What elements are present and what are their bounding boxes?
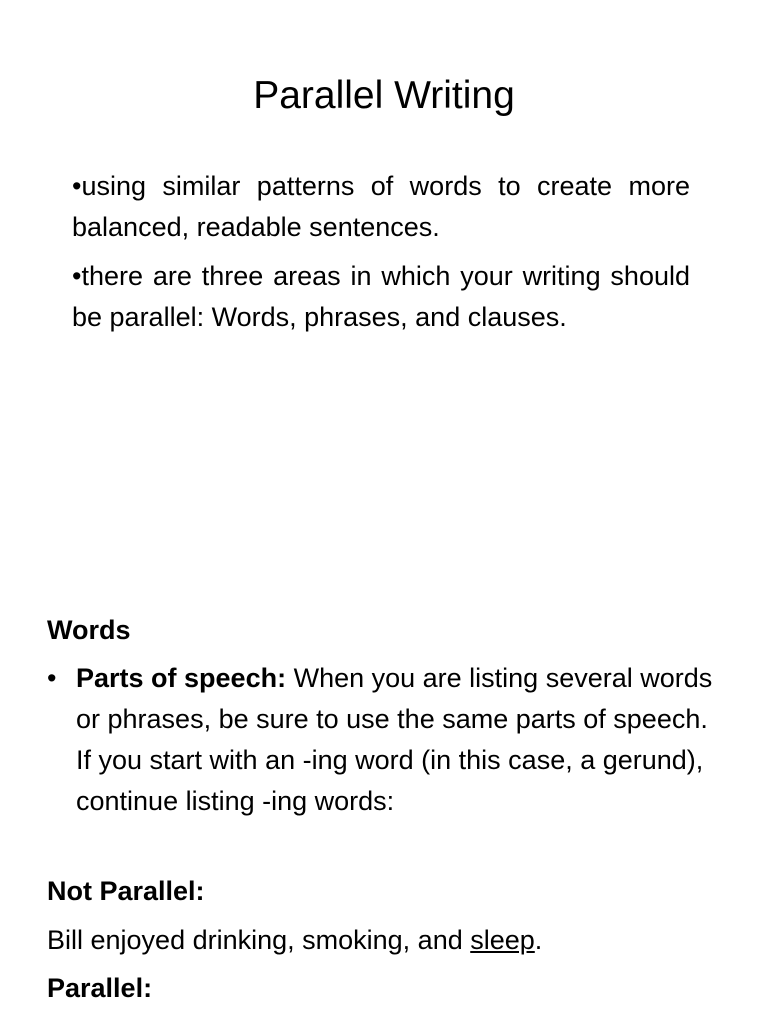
parallel-heading: Parallel: bbox=[47, 973, 153, 1003]
words-heading: Words bbox=[47, 615, 131, 645]
list-item-body bbox=[76, 658, 717, 822]
example-underlined-word: sleep bbox=[470, 925, 535, 955]
not-parallel-heading: Not Parallel: bbox=[47, 876, 205, 906]
bullet-icon: • bbox=[47, 663, 57, 693]
intro-point-definition: •using similar patterns of words to create more balanced, readable sentences. bbox=[72, 171, 690, 242]
slide-title: Parallel Writing bbox=[253, 74, 515, 117]
not-parallel-example bbox=[47, 920, 542, 961]
list-item-text: When you are listing several words or phrases, be sure to use the same parts of speech. If you start with an -ing word (in this case, a gerund), continue listing -ing words: bbox=[76, 663, 713, 816]
example-text-after: . bbox=[534, 925, 543, 955]
example-text-before: Bill enjoyed drinking, smoking, and bbox=[47, 925, 471, 955]
list-item-parts-of-speech bbox=[47, 658, 717, 822]
intro-point-areas: •there are three areas in which your writing should be parallel: Words, phrases, and clauses. bbox=[72, 261, 690, 332]
list-item-term: Parts of speech: bbox=[76, 663, 287, 693]
